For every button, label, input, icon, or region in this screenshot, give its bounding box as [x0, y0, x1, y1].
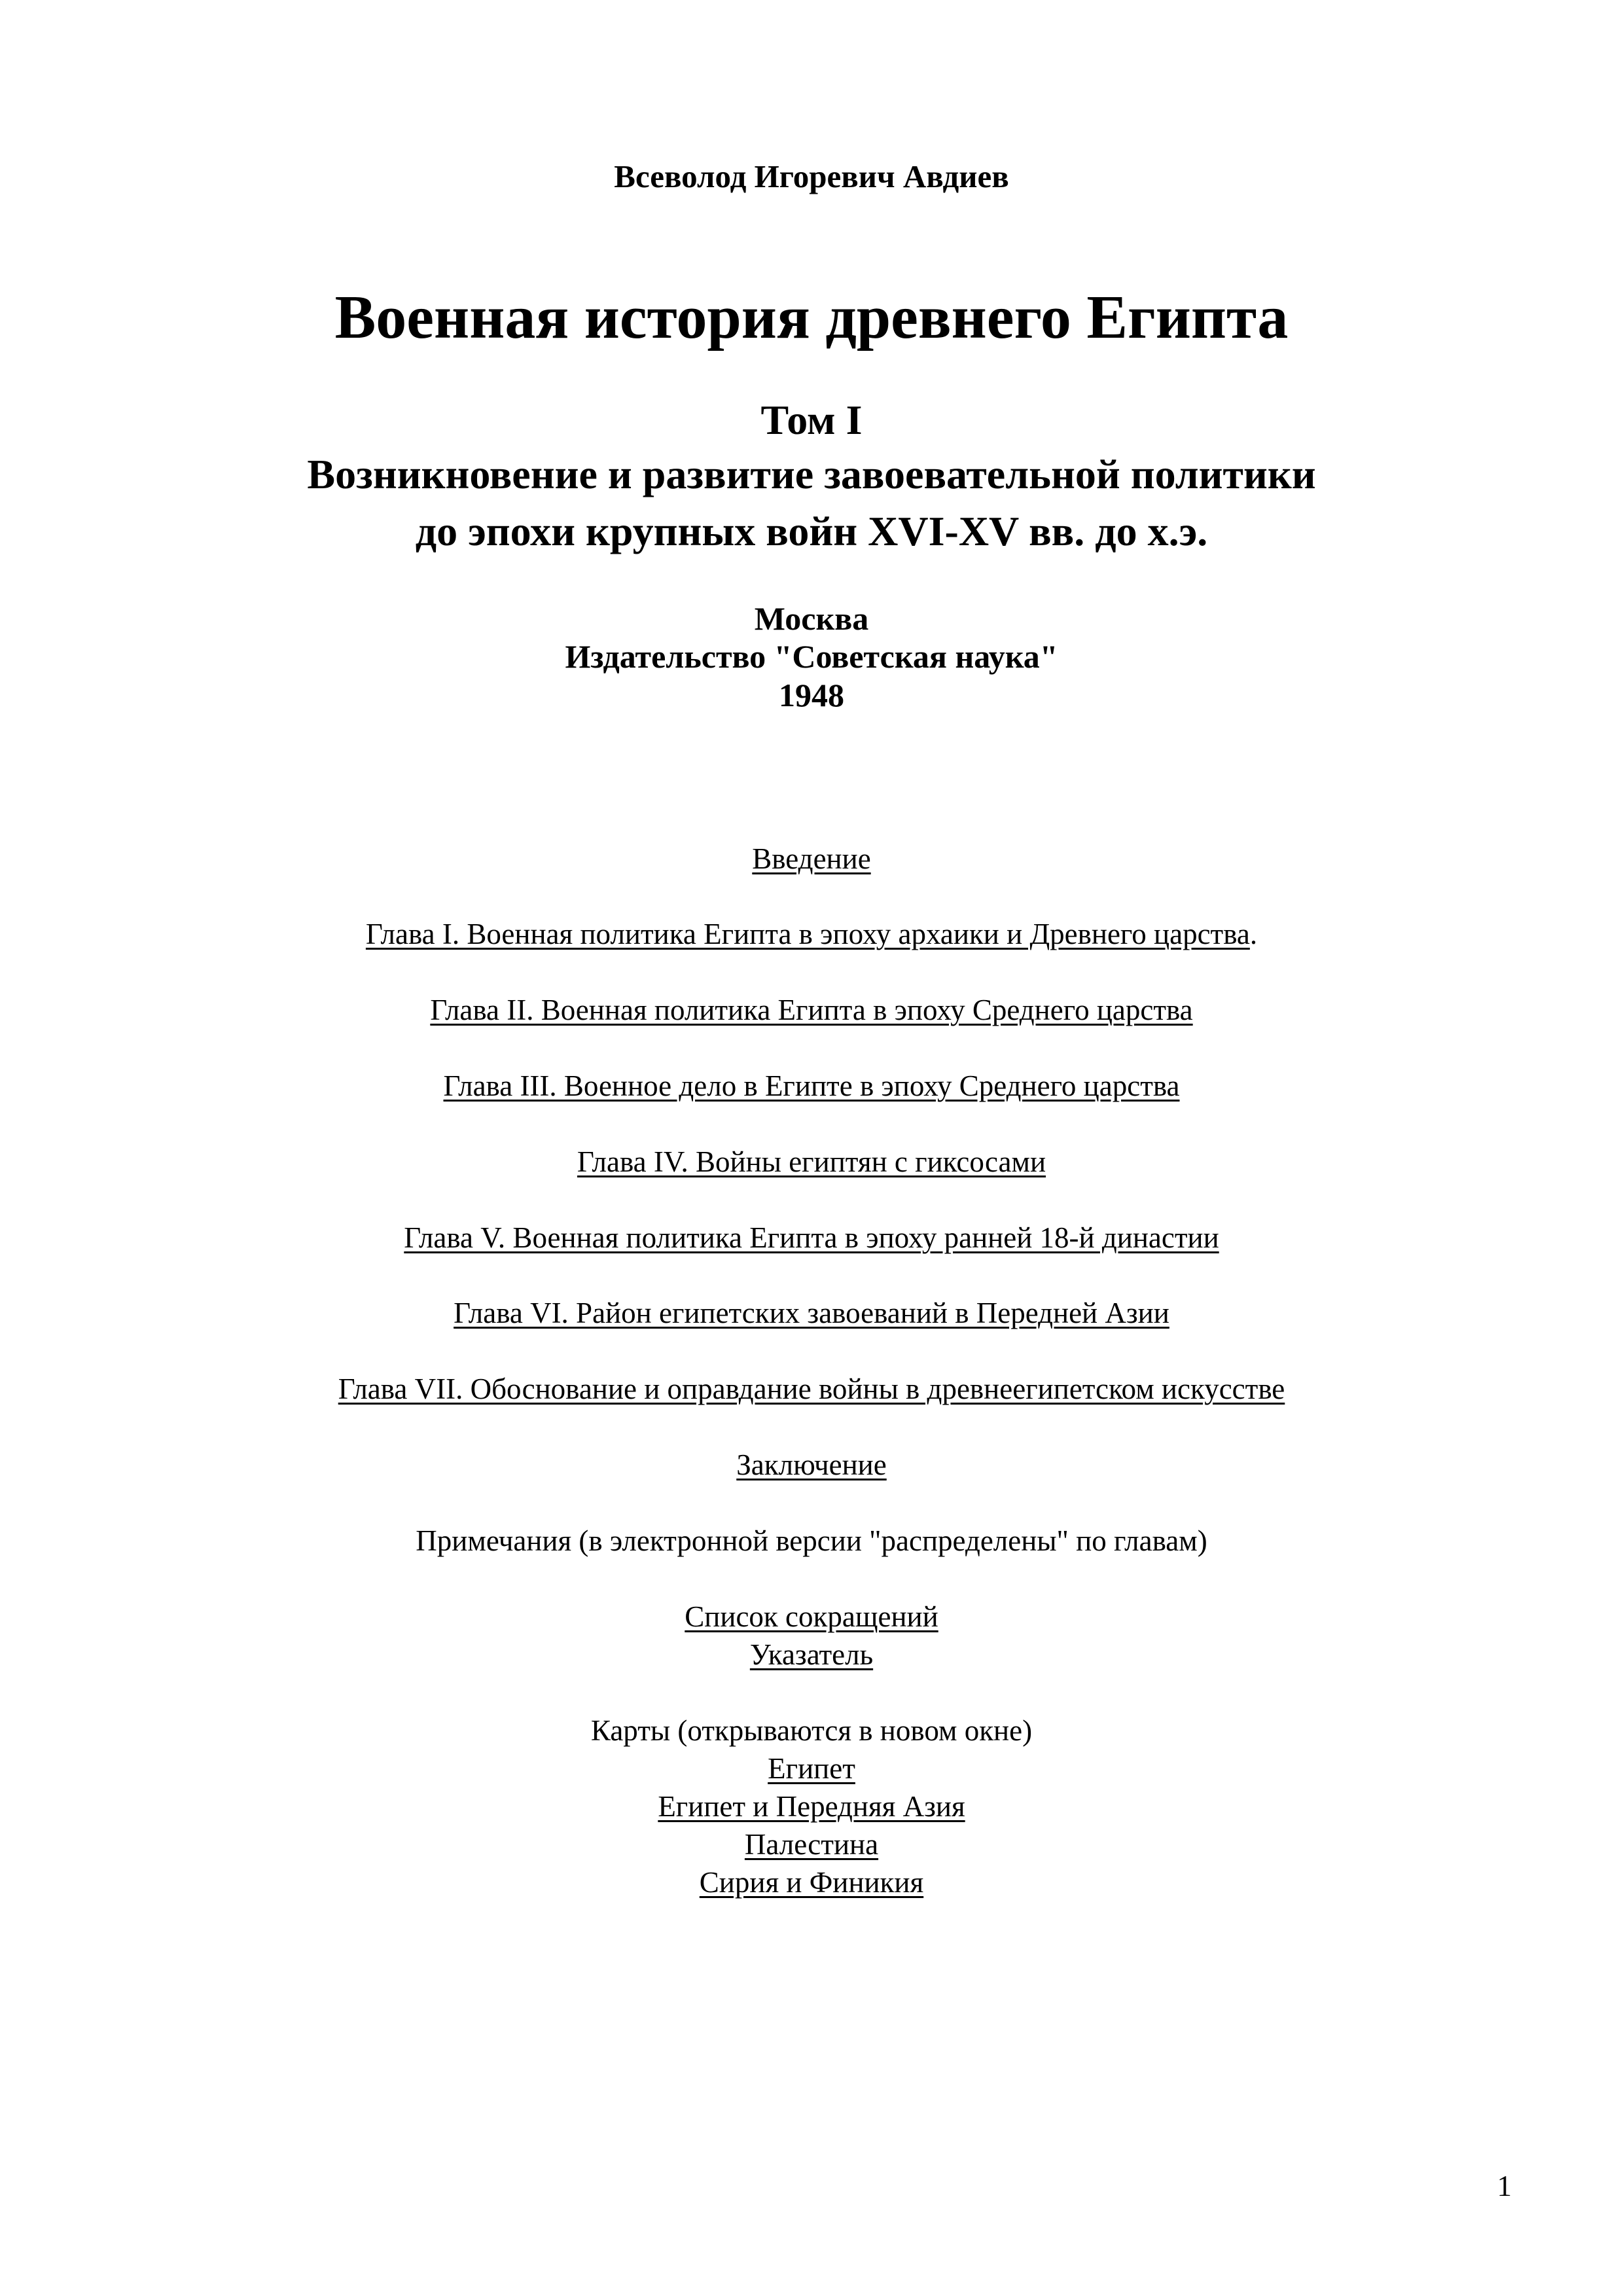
- volume-subtitle-line1: Возникновение и развитие завоевательной политики: [307, 451, 1316, 497]
- toc-item-chapter1: [0, 920, 1623, 949]
- toc-chapter1-trailing-period: .: [1249, 918, 1258, 950]
- toc-link-chapter7[interactable]: Глава VII. Обоснование и оправдание войны в древнеегипетском искусстве: [338, 1372, 1285, 1405]
- toc-item-chapter7: [0, 1374, 1623, 1404]
- toc-link-intro[interactable]: Введение: [752, 842, 871, 875]
- publication-city: Москва: [754, 600, 869, 637]
- toc-link-map-egypt-near-east[interactable]: Египет и Передняя Азия: [658, 1790, 965, 1823]
- toc-link-chapter6[interactable]: Глава VI. Район египетских завоеваний в Передней Азии: [454, 1297, 1169, 1329]
- toc-item-map-syria-phoenicia: [0, 1868, 1623, 1897]
- book-title: Военная история древнего Египта: [334, 283, 1289, 351]
- toc-link-chapter5[interactable]: Глава V. Военная политика Египта в эпоху ранней 18-й династии: [404, 1221, 1219, 1254]
- toc-item-abbreviations: [0, 1602, 1623, 1632]
- toc-item-chapter6: [0, 1299, 1623, 1328]
- toc-item-intro: [0, 844, 1623, 874]
- toc-item-map-palestine: [0, 1830, 1623, 1859]
- toc-link-abbreviations[interactable]: Список сокращений: [685, 1600, 938, 1633]
- toc-link-chapter4[interactable]: Глава IV. Войны египтян с гиксосами: [577, 1145, 1046, 1178]
- toc-link-chapter1[interactable]: Глава I. Военная политика Египта в эпоху архаики и Древнего царства: [365, 918, 1250, 950]
- toc-link-chapter2[interactable]: Глава II. Военная политика Египта в эпоху Среднего царства: [430, 994, 1193, 1026]
- author-name: Всеволод Игоревич Авдиев: [614, 158, 1009, 194]
- page-number: 1: [1497, 2170, 1512, 2202]
- publisher-name: Издательство "Советская наука": [565, 638, 1058, 675]
- toc-item-chapter5: [0, 1223, 1623, 1253]
- toc-notes-text: Примечания (в электронной версии "распределены" по главам): [416, 1524, 1207, 1557]
- toc-link-map-egypt[interactable]: Египет: [768, 1752, 855, 1785]
- publication-year: 1948: [779, 677, 844, 713]
- toc-item-chapter2: [0, 996, 1623, 1025]
- toc-item-map-egypt: [0, 1754, 1623, 1784]
- toc-item-map-egypt-near-east: [0, 1792, 1623, 1821]
- toc-item-index: [0, 1640, 1623, 1670]
- toc-maps-heading: Карты (открываются в новом окне): [590, 1714, 1033, 1747]
- toc-link-map-palestine[interactable]: Палестина: [744, 1828, 879, 1861]
- toc-link-map-syria-phoenicia[interactable]: Сирия и Финикия: [699, 1866, 924, 1899]
- toc-item-chapter3: [0, 1071, 1623, 1101]
- volume-label: Том I: [760, 397, 863, 443]
- volume-subtitle-line2: до эпохи крупных войн XVI-XV вв. до х.э.: [415, 508, 1208, 554]
- toc-link-index[interactable]: Указатель: [749, 1638, 874, 1671]
- toc-item-chapter4: [0, 1147, 1623, 1177]
- toc-item-conclusion: [0, 1450, 1623, 1480]
- toc-link-conclusion[interactable]: Заключение: [736, 1448, 887, 1481]
- toc-link-chapter3[interactable]: Глава III. Военное дело в Египте в эпоху Среднего царства: [443, 1069, 1180, 1102]
